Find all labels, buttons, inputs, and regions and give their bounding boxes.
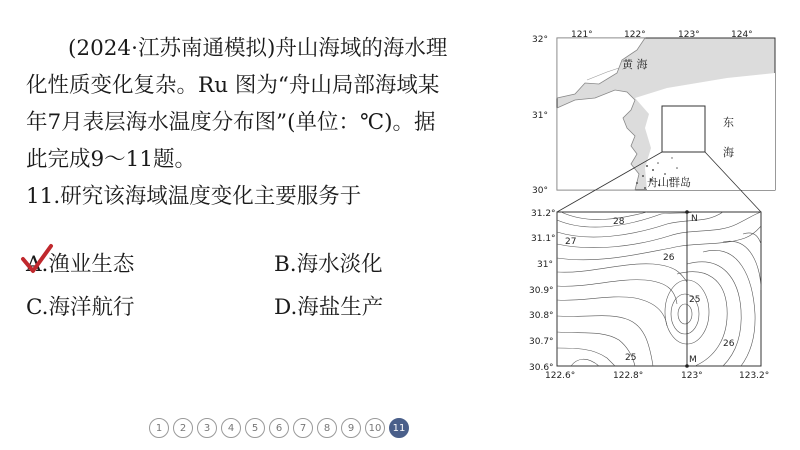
regional-map (532, 30, 775, 196)
lon-tick: 122.8° (613, 371, 644, 380)
isotherm-map (529, 209, 769, 380)
answer-options (26, 247, 496, 333)
page-button-3[interactable]: 3 (197, 418, 217, 438)
lat-tick: 30.9° (529, 286, 554, 296)
isotherm-label: 26 (723, 339, 735, 349)
page-button-8[interactable]: 8 (317, 418, 337, 438)
option-c[interactable]: C.海洋航行 (26, 295, 135, 320)
lat-tick: 31° (537, 260, 553, 270)
option-a[interactable]: A.渔业生态 (26, 252, 135, 277)
option-b[interactable]: B.海水淡化 (274, 252, 383, 277)
question-line: 化性质变化复杂。Ru 图为“舟山局部海域某 (26, 73, 440, 98)
question-line: (2024·江苏南通模拟)舟山海域的海水理 (68, 36, 448, 61)
isotherm-label: 27 (565, 237, 577, 247)
lon-tick: 122° (624, 30, 646, 40)
lat-tick: 31° (532, 111, 548, 121)
page-button-6[interactable]: 6 (269, 418, 289, 438)
page-button-7[interactable]: 7 (293, 418, 313, 438)
check-mark-icon (20, 243, 54, 277)
page-button-4[interactable]: 4 (221, 418, 241, 438)
isotherm-label: 26 (663, 253, 675, 263)
lon-tick: 121° (571, 30, 593, 40)
question-line: 此完成9～11题。 (26, 147, 197, 172)
page-button-11[interactable]: 11 (389, 418, 409, 438)
zhoushan-islands-label: 舟山群岛 (647, 176, 691, 189)
page-button-1[interactable]: 1 (149, 418, 169, 438)
page-button-9[interactable]: 9 (341, 418, 361, 438)
question-text (26, 30, 496, 215)
lon-tick: 124° (731, 30, 753, 40)
page-button-10[interactable]: 10 (365, 418, 385, 438)
isotherm-label: 28 (613, 217, 625, 227)
lat-tick: 30.8° (529, 311, 554, 321)
lat-tick: 31.1° (531, 234, 556, 244)
point-n-label: N (691, 214, 698, 224)
lon-tick: 123.2° (739, 371, 770, 380)
page-button-5[interactable]: 5 (245, 418, 265, 438)
isotherm-label: 25 (625, 353, 637, 363)
east-sea-label: 东 (723, 116, 734, 129)
lat-tick: 30.7° (529, 337, 554, 347)
map-figure (527, 28, 777, 380)
question-line: 年7月表层海水温度分布图”(单位：℃)。据 (26, 110, 436, 135)
isotherm-label: 25 (689, 295, 701, 305)
lat-tick: 30° (532, 186, 548, 196)
lat-tick: 31.2° (531, 209, 556, 219)
yellow-sea-label: 黄 海 (622, 58, 648, 71)
question-stem: 11.研究该海域温度变化主要服务于 (26, 184, 362, 209)
question-pager (149, 418, 409, 440)
point-m-label: M (689, 355, 697, 365)
lon-tick: 123° (681, 371, 703, 380)
lat-tick: 32° (532, 35, 548, 45)
lon-tick: 123° (678, 30, 700, 40)
east-sea-label: 海 (723, 146, 734, 159)
lon-tick: 122.6° (545, 371, 576, 380)
option-d[interactable]: D.海盐生产 (274, 295, 384, 320)
lat-tick: 30.6° (529, 363, 554, 373)
page-button-2[interactable]: 2 (173, 418, 193, 438)
